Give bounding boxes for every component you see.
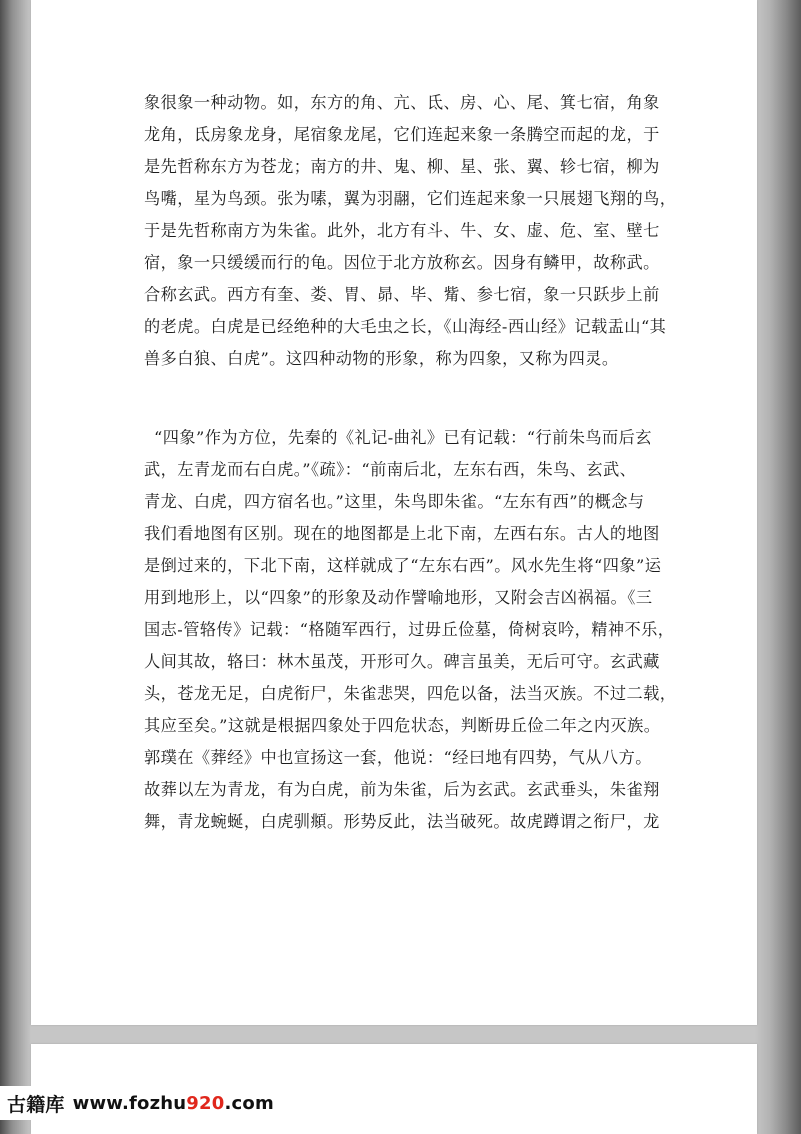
text-line: 合称玄武。西方有奎、娄、胃、昴、毕、觜、参七宿，象一只跃步上前 [144,285,660,304]
text-line: 象很象一种动物。如，东方的角、亢、氐、房、心、尾、箕七宿，角象 [144,93,660,112]
watermark-site-name: 古籍库 [7,1093,65,1116]
watermark-url-prefix: www.fozhu [72,1092,187,1114]
text-line: 郭璞在《葬经》中也宣扬这一套，他说：“经曰地有四势，气从八方。 [144,748,652,767]
text-line: 宿，象一只缓缓而行的龟。因位于北方放称玄。因身有鳞甲，故称武。 [144,253,660,272]
text-line: 是先哲称东方为苍龙；南方的井、鬼、柳、星、张、翼、轸七宿，柳为 [144,157,660,176]
text-line: 用到地形上，以“四象”的形象及动作譬喻地形，又附会吉凶祸福。《三 [144,588,653,607]
text-line: 是倒过来的，下北下南，这样就成了“左东右西”。风水先生将“四象”运 [144,556,662,575]
text-line: 其应至矣。”这就是根据四象处于四危状态，判断毋丘俭二年之内灭族。 [144,716,661,735]
text-line: 国志-管辂传》记载：“格随军西行，过毋丘俭墓，倚树哀吟，精神不乐， [144,620,675,639]
text-line: “四象”作为方位，先秦的《礼记-曲礼》已有记载：“行前朱鸟而后玄 [154,428,652,447]
text-line: 武，左青龙而右白虎。”《疏》：“前南后北，左东右西，朱鸟、玄武、 [144,460,637,479]
watermark-url-number: 920 [186,1092,225,1114]
text-line: 青龙、白虎，四方宿名也。”这里，朱鸟即朱雀。“左东有西”的概念与 [144,492,645,511]
text-line: 故葬以左为青龙，有为白虎，前为朱雀，后为玄武。玄武垂头，朱雀翔 [144,780,660,799]
text-line: 龙角，氐房象龙身，尾宿象龙尾，它们连起来象一条腾空而起的龙，于 [144,125,660,144]
paragraph-1 [144,87,677,375]
document-page [31,0,757,1025]
text-line: 于是先哲称南方为朱雀。此外，北方有斗、牛、女、虚、危、室、壁七 [144,221,660,240]
text-line: 兽多白狼、白虎”。这四种动物的形象，称为四象，又称为四灵。 [144,349,619,368]
text-line: 的老虎。白虎是已经绝种的大毛虫之长，《山海经-西山经》记载盂山“其 [144,317,667,336]
text-line: 我们看地图有区别。现在的地图都是上北下南，左西右东。古人的地图 [144,524,660,543]
text-line: 舞，青龙蜿蜒，白虎驯頫。形势反此，法当破死。故虎蹲谓之衔尸，龙 [144,812,660,831]
text-line: 头，苍龙无足，白虎衔尸，朱雀悲哭，四危以备，法当灭族。不过二载， [144,684,677,703]
paragraph-2 [144,422,677,838]
watermark-url-suffix: .com [224,1092,274,1114]
text-line: 人间其故，辂曰：林木虽茂，开形可久。碑言虽美，无后可守。玄武藏 [144,652,660,671]
site-watermark [0,1086,274,1120]
text-line: 鸟嘴，星为鸟颈。张为嗉，翼为羽翮，它们连起来象一只展翅飞翔的鸟， [144,189,677,208]
